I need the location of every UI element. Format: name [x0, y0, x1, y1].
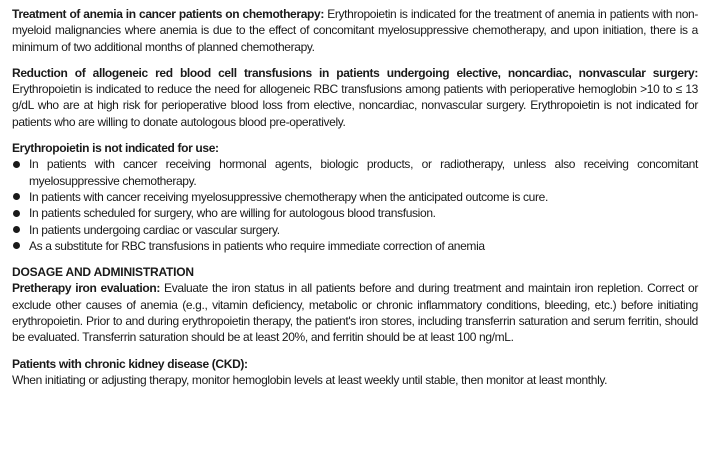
- anemia-chemo-body: Erythropoietin is indicated for the treatment of anemia in patients with non-myeloid malignancies where anemia is due to the effect of concomitant myelosuppressive chemotherapy, and upon initiation, there is a minimum of two additional months of planned chemotherapy.: [12, 7, 698, 54]
- bullet-icon: [13, 193, 20, 200]
- anemia-chemo-section: [12, 6, 698, 55]
- list-item-text: In patients with cancer receiving hormonal agents, biologic products, or radiotherapy, unless also receiving concomitant myelosuppressive chemotherapy.: [29, 157, 698, 188]
- bullet-icon: [13, 161, 20, 168]
- list-item-text: In patients with cancer receiving myelosuppressive chemotherapy when the anticipated outcome is cure.: [29, 189, 548, 204]
- surgery-lead: Reduction of allogeneic red blood cell transfusions in patients undergoing elective, noncardiac, nonvascular surgery:: [12, 65, 698, 80]
- ckd-body: When initiating or adjusting therapy, monitor hemoglobin levels at least weekly until stable, then monitor at least monthly.: [12, 372, 608, 387]
- surgery-body: Erythropoietin is indicated to reduce the need for allogeneic RBC transfusions among patients with perioperative hemoglobin >10 to ≤ 13 g/dL who are at high risk for perioperative blood loss from elective, noncardiac, nonvascular surgery. Erythropoietin is not indicated for patients who are willing to donate autologous blood pre-operatively.: [12, 82, 698, 129]
- surgery-section: [12, 65, 698, 130]
- not-indicated-section: [12, 140, 698, 254]
- list-item-text: In patients scheduled for surgery, who are willing for autologous blood transfusion.: [29, 206, 436, 221]
- ckd-section: [12, 356, 698, 389]
- list-item: [12, 238, 698, 254]
- anemia-chemo-lead: Treatment of anemia in cancer patients on chemotherapy:: [12, 7, 324, 21]
- bullet-icon: [13, 242, 20, 249]
- list-item: [12, 222, 698, 238]
- bullet-icon: [13, 210, 20, 217]
- not-indicated-list: [12, 156, 698, 254]
- pretherapy-body: Evaluate the iron status in all patients before and during treatment and maintain iron repletion. Correct or exclude other causes of anemia (e.g., vitamin deficiency, metabolic or chronic inflammatory conditions, bleeding, etc.) before initiating erythropoietin. Prior to and during erythropoietin therapy, the patient's iron stores, including transferrin saturation and serum ferritin, should be evaluated. Transferrin saturation should be at least 20%, and ferritin should be at least 100 ng/mL.: [12, 281, 698, 345]
- anemia-chemo-paragraph: [12, 6, 698, 55]
- dosage-section: [12, 264, 698, 345]
- pretherapy-paragraph: [12, 280, 698, 345]
- list-item: [12, 189, 698, 205]
- pretherapy-lead: Pretherapy iron evaluation:: [12, 281, 161, 296]
- dosage-title: DOSAGE AND ADMINISTRATION: [12, 265, 194, 280]
- list-item-text: As a substitute for RBC transfusions in patients who require immediate correction of anemia: [29, 238, 485, 253]
- bullet-icon: [13, 226, 20, 233]
- list-item: [12, 156, 698, 189]
- ckd-heading: Patients with chronic kidney disease (CKD):: [12, 356, 248, 371]
- list-item: [12, 205, 698, 221]
- not-indicated-heading: Erythropoietin is not indicated for use:: [12, 141, 219, 156]
- list-item-text: In patients undergoing cardiac or vascular surgery.: [29, 222, 280, 237]
- surgery-paragraph: [12, 65, 698, 130]
